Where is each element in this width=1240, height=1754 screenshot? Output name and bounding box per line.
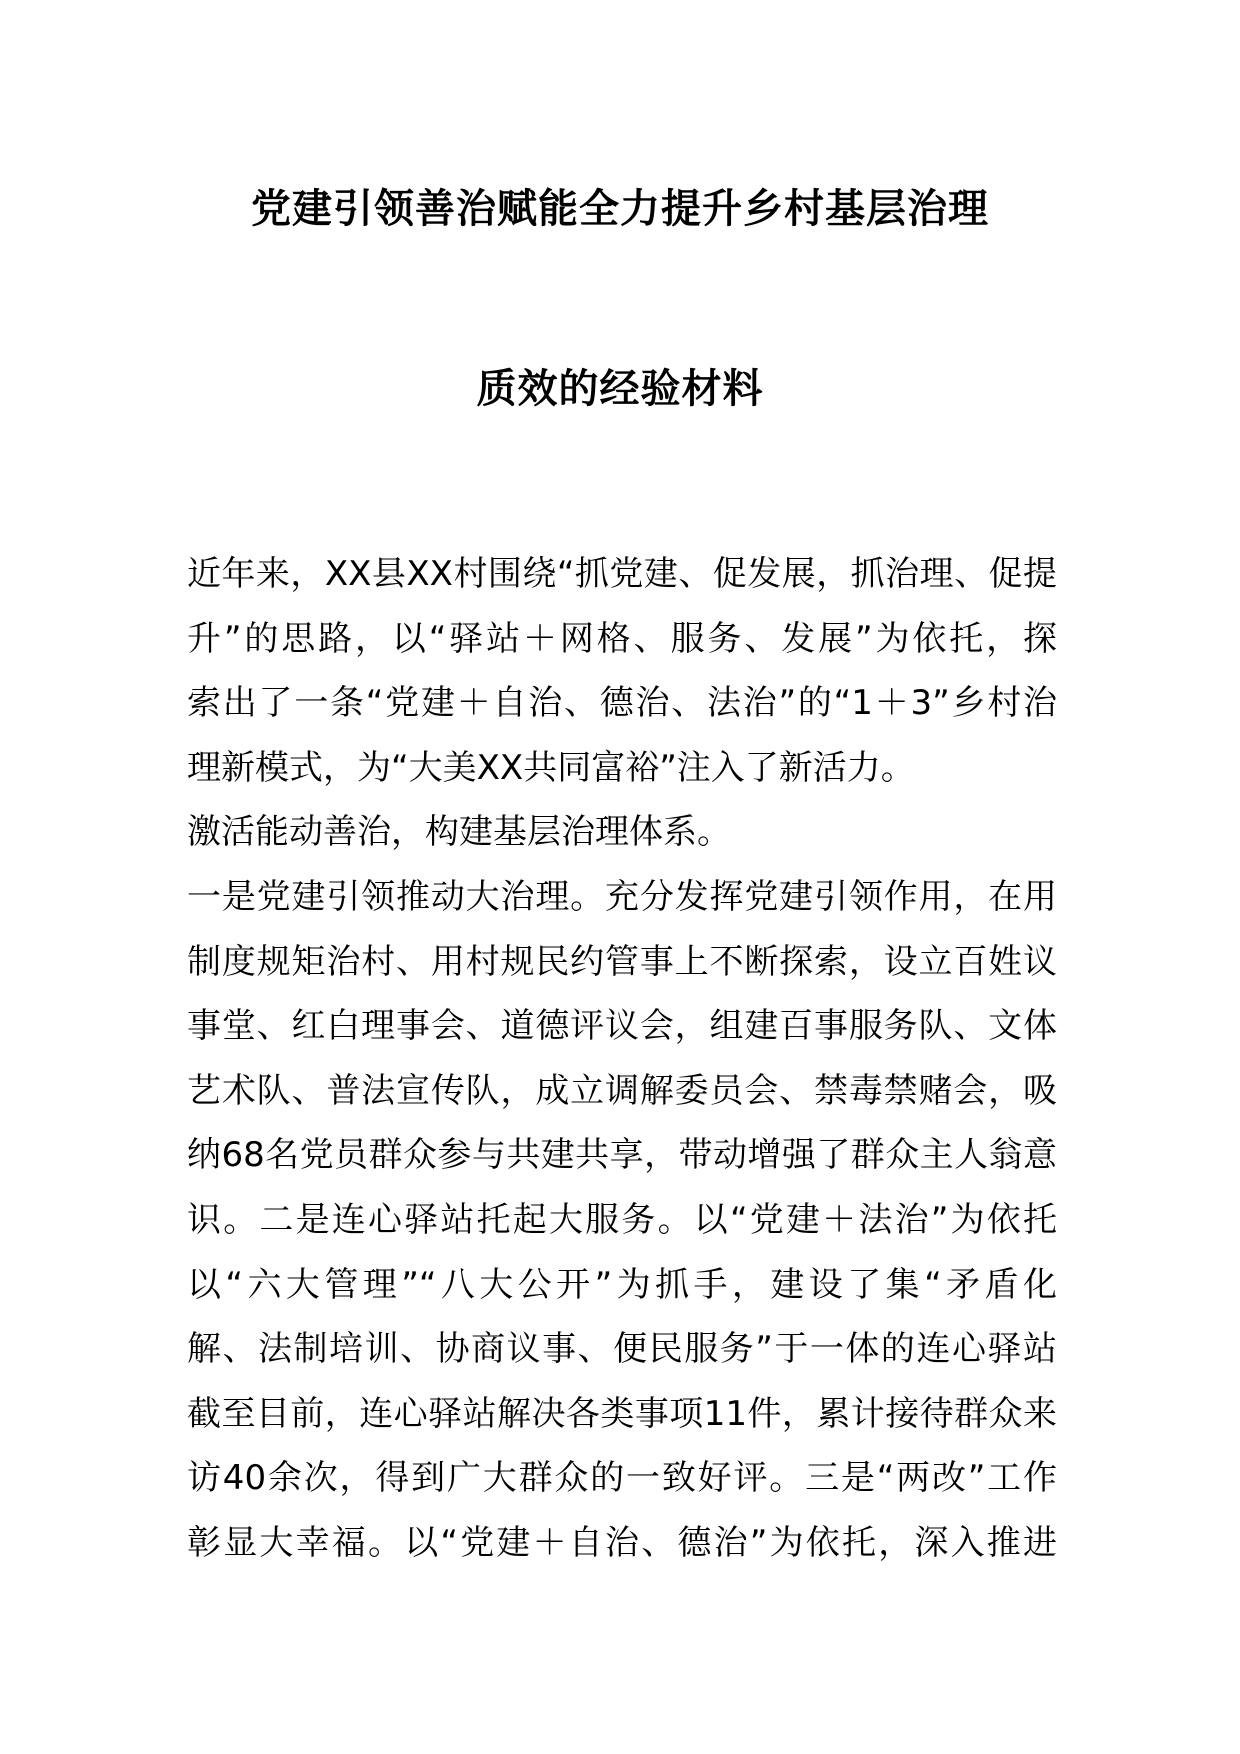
document-body (187, 542, 1057, 1576)
body-line: 识。二是连心驿站托起大服务。以“党建＋法治”为依托 (187, 1199, 1057, 1240)
body-line: 艺术队、普法宣传队，成立调解委员会、禁毒禁赌会，吸 (187, 1070, 1057, 1111)
body-line: 近年来，XX县XX村围绕“抓党建、促发展，抓治理、促提 (187, 554, 1057, 594)
body-line: 事堂、红白理事会、道德评议会，组建百事服务队、文体 (187, 1006, 1057, 1047)
body-line: 理新模式，为“大美XX共同富裕”注入了新活力。 (187, 747, 915, 788)
section-heading: 激活能动善治，构建基层治理体系。 (187, 812, 731, 853)
body-line: 访40余次，得到广大群众的一致好评。三是“两改”工作 (187, 1458, 1057, 1499)
body-line: 制度规矩治村、用村规民约管事上不断探索，设立百姓议 (187, 941, 1057, 982)
body-line: 以“六大管理”“八大公开”为抓手，建设了集“矛盾化 (187, 1264, 1057, 1305)
body-line: 纳68名党员群众参与共建共享，带动增强了群众主人翁意 (187, 1135, 1057, 1176)
body-line: 一是党建引领推动大治理。充分发挥党建引领作用，在用 (187, 876, 1057, 917)
body-line: 索出了一条“党建＋自治、德治、法治”的“1＋3”乡村治 (187, 683, 1057, 724)
document-title-line-1: 党建引领善治赋能全力提升乡村基层治理 (251, 186, 989, 232)
document-title-line-2: 质效的经验材料 (476, 366, 764, 412)
body-line: 彰显大幸福。以“党建＋自治、德治”为依托，深入推进 (187, 1522, 1057, 1563)
body-line: 解、法制培训、协商议事、便民服务”于一体的连心驿站 (187, 1329, 1057, 1370)
body-line: 升”的思路，以“驿站＋网格、服务、发展”为依托，探 (187, 618, 1057, 659)
body-line: 截至目前，连心驿站解决各类事项11件，累计接待群众来 (187, 1393, 1057, 1434)
